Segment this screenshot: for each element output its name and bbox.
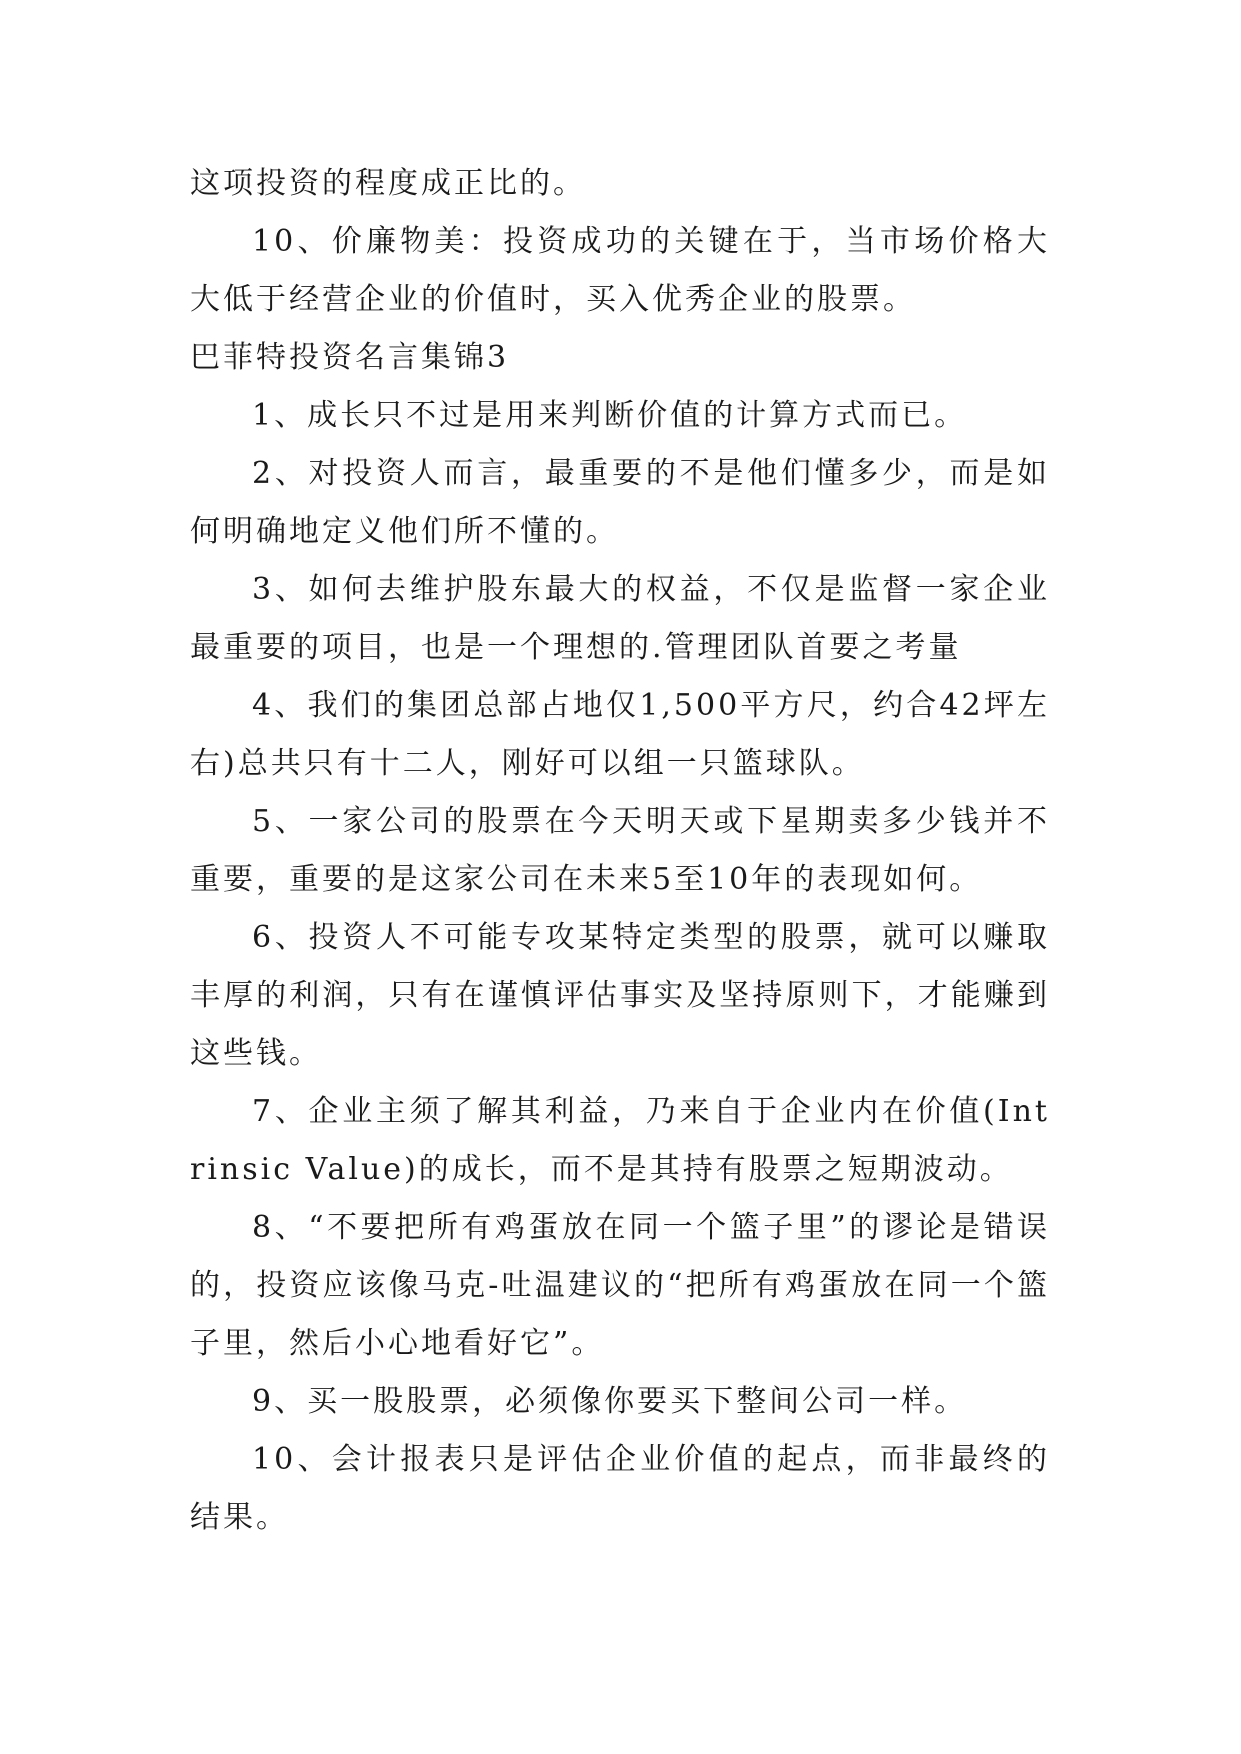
previous-item-10: 10、价廉物美：投资成功的关键在于，当市场价格大大低于经营企业的价值时，买入优秀企业的股票。 — [190, 224, 1050, 317]
quote-item-3: 3、如何去维护股东最大的权益，不仅是监督一家企业最重要的项目，也是一个理想的.管理团队首要之考量 — [190, 572, 1050, 665]
quote-item-6: 6、投资人不可能专攻某特定类型的股票，就可以赚取丰厚的利润，只有在谨慎评估事实及坚持原则下，才能赚到这些钱。 — [190, 920, 1050, 1071]
quote-item-4: 4、我们的集团总部占地仅1,500平方尺，约合42坪左右)总共只有十二人，刚好可以组一只篮球队。 — [190, 688, 1050, 781]
quote-item-1: 1、成长只不过是用来判断价值的计算方式而已。 — [252, 398, 968, 433]
document-body — [190, 155, 1050, 1547]
quote-item-5: 5、一家公司的股票在今天明天或下星期卖多少钱并不重要，重要的是这家公司在未来5至10年的表现如何。 — [190, 804, 1050, 897]
quote-item-2: 2、对投资人而言，最重要的不是他们懂多少，而是如何明确地定义他们所不懂的。 — [190, 456, 1050, 549]
section-title: 巴菲特投资名言集锦3 — [190, 340, 510, 375]
quote-item-7: 7、企业主须了解其利益，乃来自于企业内在价值(Intrinsic Value)的成长，而不是其持有股票之短期波动。 — [190, 1094, 1050, 1187]
quote-item-10: 10、会计报表只是评估企业价值的起点，而非最终的结果。 — [190, 1442, 1050, 1535]
quote-item-8: 8、“不要把所有鸡蛋放在同一个篮子里”的谬论是错误的，投资应该像马克-吐温建议的“把所有鸡蛋放在同一个篮子里，然后小心地看好它”。 — [190, 1210, 1050, 1361]
intro-continuation: 这项投资的程度成正比的。 — [190, 166, 586, 201]
quote-item-9: 9、买一股股票，必须像你要买下整间公司一样。 — [252, 1384, 968, 1419]
